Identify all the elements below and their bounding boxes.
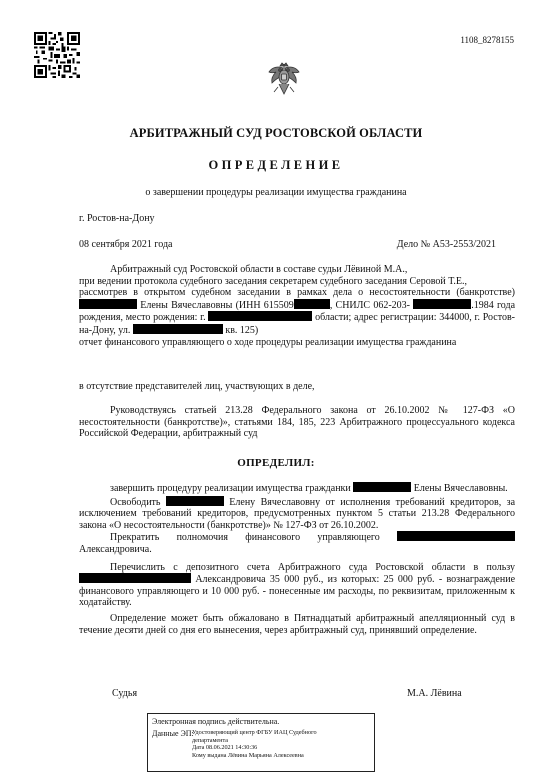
judge-name: М.А. Лёвина [407, 688, 462, 699]
intro-paragraph: Арбитражный суд Ростовской области в составе судьи Лёвиной М.А., [110, 264, 408, 275]
decision-heading: ОПРЕДЕЛИЛ: [237, 457, 315, 469]
judge-role: Судья [112, 688, 138, 699]
intro-paragraph: рассмотрев в открытом судебном заседании в рамках дела о несостоятельности (банкротстве) Елены Вячеславовны (ИНН 615509 , СНИЛС 062-203- .1984 года рождения, место рождения: г. области; адрес регистрации: 344000, г. Ростов-на-Дону, ул. кв. 125) [79, 287, 516, 336]
document-type: ОПРЕДЕЛЕНИЕ [208, 158, 344, 172]
e-signature-details: Удостоверяющий центр ФГБУ ИАЦ Судебного департамента Дата 08.06.2021 14:30:36 Кому выдана Лёвина Марьяна Алексеевна [192, 729, 317, 759]
redacted-block [294, 299, 330, 309]
redacted-block [413, 299, 471, 309]
qr-code [34, 32, 80, 78]
decision-paragraph: Освободить Елену Вячеславовну от исполнения требований кредиторов, за исключением требований кредиторов, предусмотренных пунктом 5 статьи 213.28 Федерального закона «О несостоятельности (банкротстве)» № 127-ФЗ от 26.10.2002. [79, 496, 516, 531]
redacted-block [79, 573, 191, 583]
case-number: Дело № А53-2553/2021 [396, 239, 496, 250]
redacted-block [133, 324, 223, 334]
court-name: АРБИТРАЖНЫЙ СУД РОСТОВСКОЙ ОБЛАСТИ [129, 126, 423, 140]
redacted-block [208, 311, 312, 321]
document-date: 08 сентября 2021 года [79, 239, 173, 250]
intro-section [79, 264, 515, 348]
e-signature-label: Данные ЭП: [152, 729, 194, 738]
electronic-signature-stamp [147, 713, 375, 772]
intro-paragraph: отчет финансового управляющего о ходе процедуры реализации имущества гражданина [79, 336, 457, 348]
coat-of-arms-icon [266, 60, 302, 98]
decision-paragraph: завершить процедуру реализации имущества гражданки Елены Вячеславовны. [110, 483, 508, 494]
intro-paragraph: при ведении протокола судебного заседания секретарем судебного заседания Серовой Т.Е., [79, 275, 467, 287]
document-subject: о завершении процедуры реализации имущества гражданина [145, 187, 407, 198]
redacted-block [353, 482, 411, 492]
document-number: 1108_8278155 [460, 35, 514, 45]
intro-absence: в отсутствие представителей лиц, участвующих в деле, [79, 381, 315, 392]
city: г. Ростов-на-Дону [79, 213, 155, 224]
redacted-block [166, 496, 224, 506]
decision-paragraph: Определение может быть обжаловано в Пятнадцатый арбитражный апелляционный суд в течение десяти дней со дня его вынесения, через арбитражный суд, принявший определение. [79, 612, 515, 636]
redacted-block [79, 299, 137, 309]
redacted-block [397, 531, 515, 541]
legal-basis-paragraph: Руководствуясь статьей 213.28 Федерального закона от 26.10.2002 № 127-ФЗ «О несостоятельности (банкротстве)», статьями 184, 185, 223 Арбитражного процессуального кодекса Российской Федерации, арбитражный суд [79, 405, 515, 440]
decision-paragraph: Перечислить с депозитного счета Арбитражного суда Ростовской области в пользу Александровича 35 000 руб., из которых: 25 000 руб. - вознаграждение финансового управляющего и 10 000 руб. - понесенные им расходы, по реквизитам, приложенным к ходатайству. [79, 561, 516, 609]
decision-section [79, 482, 515, 636]
e-signature-title: Электронная подпись действительна. [152, 717, 280, 726]
decision-paragraph: Прекратить полномочия финансового управляющего Александровича. [79, 531, 515, 555]
